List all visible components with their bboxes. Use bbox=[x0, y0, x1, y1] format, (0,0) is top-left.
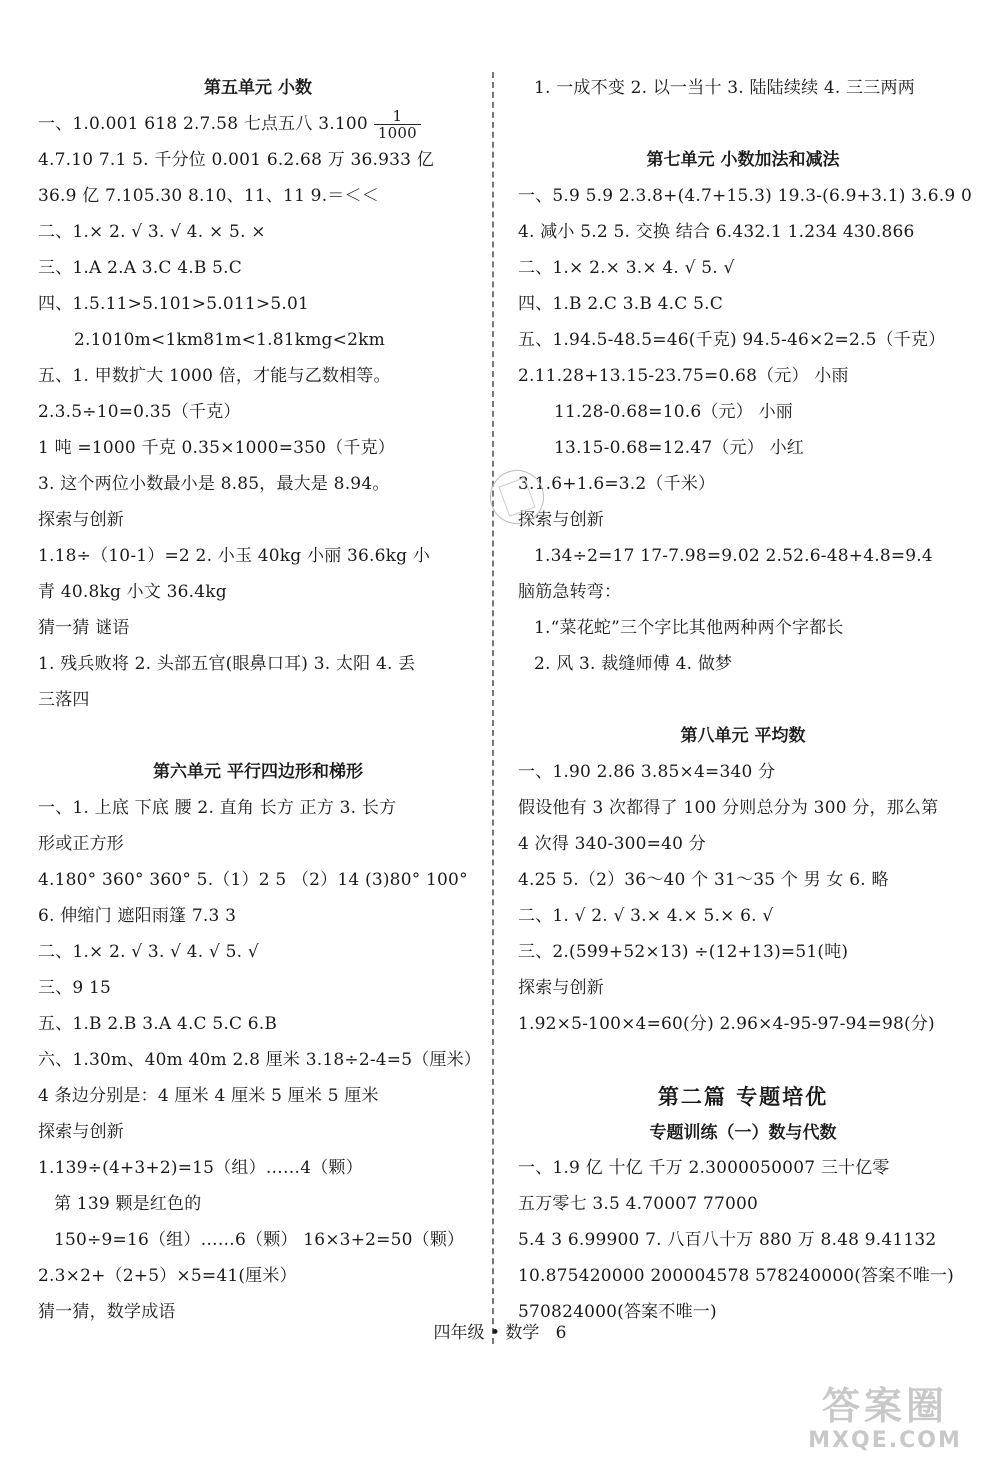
unit5-line-9: 2.3.5÷10=0.35（千克） bbox=[38, 402, 241, 422]
unit7-line-6: 2.11.28+13.15-23.75=0.68（元） 小雨 bbox=[518, 366, 849, 386]
unit5-line-8: 五、1. 甲数扩大 1000 倍，才能与乙数相等。 bbox=[38, 366, 391, 386]
watermark-logo: 答案圈 MXQE.COM bbox=[808, 1384, 962, 1453]
unit8-title: 第八单元 平均数 bbox=[680, 726, 806, 746]
unit5-line-16: 1. 残兵败将 2. 头部五官(眼鼻口耳) 3. 太阳 4. 丢 bbox=[38, 654, 416, 674]
unit7-section-brain: 脑筋急转弯： bbox=[518, 582, 622, 602]
unit5-section-explore: 探索与创新 bbox=[38, 510, 124, 530]
unit8-line-8: 1.92×5-100×4=60(分) 2.96×4-95-97-94=98(分) bbox=[518, 1014, 935, 1034]
unit5-line-17: 三落四 bbox=[38, 690, 90, 710]
unit7-line-9: 3.1.6+1.6=3.2（千米） bbox=[518, 474, 716, 494]
unit8-line-3: 4 次得 340-300=40 分 bbox=[518, 834, 706, 854]
part2-title: 第二篇 专题培优 bbox=[657, 1085, 829, 1109]
unit5-section-riddle: 猜一猜 谜语 bbox=[38, 618, 130, 638]
unit7-line-5: 五、1.94.5-48.5=46(千克) 94.5-46×2=2.5（千克） bbox=[518, 330, 946, 350]
part2-line-1: 一、1.9 亿 十亿 千万 2.3000050007 三十亿零 bbox=[518, 1158, 890, 1178]
unit5-line-11: 3. 这个两位小数最小是 8.85，最大是 8.94。 bbox=[38, 474, 390, 494]
unit6-line-11: 1.139÷(4+3+2)=15（组）……4（颗） bbox=[38, 1158, 363, 1178]
unit6-line-6: 三、9 15 bbox=[38, 978, 112, 998]
unit6-line-7: 五、1.B 2.B 3.A 4.C 5.C 6.B bbox=[38, 1014, 278, 1034]
unit5-line-13: 1.18÷（10-1）=2 2. 小玉 40kg 小丽 36.6kg 小 bbox=[38, 546, 431, 566]
unit7-title: 第七单元 小数加法和减法 bbox=[646, 150, 840, 170]
unit6-line-9: 4 条边分别是：4 厘米 4 厘米 5 厘米 5 厘米 bbox=[38, 1086, 379, 1106]
unit7-line-1: 一、5.9 5.9 2.3.8+(4.7+15.3) 19.3-(6.9+3.1) 3.6.9 0 bbox=[518, 186, 973, 206]
unit6-line-2: 形或正方形 bbox=[38, 834, 124, 854]
unit7-line-8: 13.15-0.68=12.47（元） 小红 bbox=[554, 438, 804, 458]
unit6-line-3: 4.180° 360° 360° 5.（1）2 5 （2）14 (3)80° 100° bbox=[38, 870, 468, 890]
unit6-line-13: 150÷9=16（组）……6（颗） 16×3+2=50（颗） bbox=[54, 1230, 465, 1250]
unit6-line-4: 6. 伸缩门 遮阳雨篷 7.3 3 bbox=[38, 906, 237, 926]
unit8-line-5: 二、1. √ 2. √ 3.× 4.× 5.× 6. √ bbox=[518, 906, 774, 926]
unit6-title: 第六单元 平行四边形和梯形 bbox=[153, 762, 363, 782]
unit7-line-11: 1.34÷2=17 17-7.98=9.02 2.52.6-48+4.8=9.4 bbox=[534, 546, 933, 566]
unit5-line-6: 四、1.5.11>5.101>5.011>5.01 bbox=[38, 294, 309, 314]
right-column bbox=[518, 70, 973, 1330]
unit8-section-explore: 探索与创新 bbox=[518, 978, 604, 998]
part2-line-4: 10.875420000 200004578 578240000(答案不唯一) bbox=[518, 1266, 954, 1286]
unit5-line-10: 1 吨 =1000 千克 0.35×1000=350（千克） bbox=[38, 438, 395, 458]
unit5-line-2: 4.7.10 7.1 5. 千分位 0.001 6.2.68 万 36.933 亿 bbox=[38, 150, 434, 170]
column-divider bbox=[492, 72, 494, 1344]
page-number: 6 bbox=[555, 1323, 567, 1343]
unit8-line-6: 三、2.(599+52×13) ÷(12+13)=51(吨) bbox=[518, 942, 849, 962]
footer-grade-subject: 四年级 • 数学 bbox=[433, 1323, 540, 1343]
unit5-line-7: 2.1010m<1km81m<1.81kmg<2km bbox=[74, 330, 385, 350]
part2-subtitle: 专题训练（一）数与代数 bbox=[649, 1123, 837, 1143]
fraction-1-1000: $\frac{1}{1000}$ bbox=[374, 108, 421, 141]
unit8-line-1: 一、1.90 2.86 3.85×4=340 分 bbox=[518, 762, 776, 782]
unit7-section-explore: 探索与创新 bbox=[518, 510, 604, 530]
unit5-line-3: 36.9 亿 7.105.30 8.10、11、11 9.＝＜＜ bbox=[38, 186, 379, 206]
part2-line-2: 五万零七 3.5 4.70007 77000 bbox=[518, 1194, 759, 1214]
unit8-line-4: 4.25 5.（2）36～40 个 31～35 个 男 女 6. 略 bbox=[518, 870, 889, 890]
unit7-line-7: 11.28-0.68=10.6（元） 小丽 bbox=[554, 402, 793, 422]
unit7-line-3: 二、1.× 2.× 3.× 4. √ 5. √ bbox=[518, 258, 735, 278]
unit6-section-explore: 探索与创新 bbox=[38, 1122, 124, 1142]
page-footer bbox=[0, 1318, 1000, 1348]
unit5-line-1: 一、1.0.001 618 2.7.58 七点五八 3.100 $\frac{1}{1000}$ bbox=[38, 106, 478, 142]
unit7-line-2: 4. 减小 5.2 5. 交换 结合 6.432.1 1.234 430.866 bbox=[518, 222, 915, 242]
unit6-line-12: 第 139 颗是红色的 bbox=[54, 1194, 202, 1214]
unit5-line-5: 三、1.A 2.A 3.C 4.B 5.C bbox=[38, 258, 242, 278]
unit6-line-14: 2.3×2+（2+5）×5=41(厘米） bbox=[38, 1266, 297, 1286]
part2-line-5: 570824000(答案不唯一) bbox=[518, 1302, 717, 1322]
right-top-line: 1. 一成不变 2. 以一当十 3. 陆陆续续 4. 三三两两 bbox=[534, 78, 915, 98]
unit6-line-5: 二、1.× 2. √ 3. √ 4. √ 5. √ bbox=[38, 942, 259, 962]
unit5-line-4: 二、1.× 2. √ 3. √ 4. × 5. × bbox=[38, 222, 266, 242]
part2-line-3: 5.4 3 6.99900 7. 八百八十万 880 万 8.48 9.41132 bbox=[518, 1230, 937, 1250]
unit7-line-14: 2. 风 3. 裁缝师傅 4. 做梦 bbox=[534, 654, 733, 674]
unit6-line-8: 六、1.30m、40m 40m 2.8 厘米 3.18÷2-4=5（厘米） bbox=[38, 1050, 482, 1070]
unit7-line-4: 四、1.B 2.C 3.B 4.C 5.C bbox=[518, 294, 723, 314]
unit5-title: 第五单元 小数 bbox=[204, 78, 312, 98]
unit5-line-14: 青 40.8kg 小文 36.4kg bbox=[38, 582, 227, 602]
unit8-line-2: 假设他有 3 次都得了 100 分则总分为 300 分，那么第 bbox=[518, 798, 939, 818]
unit6-line-15: 猜一猜，数学成语 bbox=[38, 1302, 176, 1322]
unit7-line-13: 1.“菜花蛇”三个字比其他两种两个字都长 bbox=[534, 618, 844, 638]
unit6-line-1: 一、1. 上底 下底 腰 2. 直角 长方 正方 3. 长方 bbox=[38, 798, 397, 818]
left-column bbox=[38, 70, 482, 1330]
